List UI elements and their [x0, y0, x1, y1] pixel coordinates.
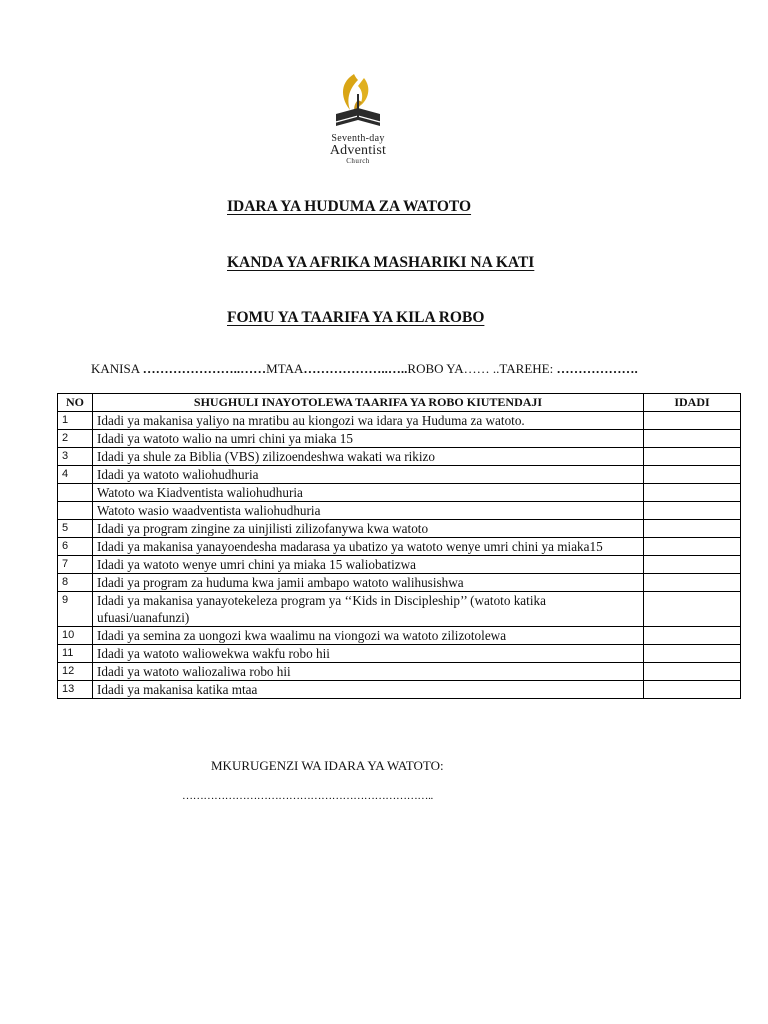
row-number — [58, 502, 93, 520]
header-fill-line — [91, 361, 638, 377]
robo-field[interactable]: …… .. — [463, 361, 500, 376]
row-activity: Idadi ya makanisa yanayotekeleza program ya ‘‘Kids in Discipleship’’ (watoto katika ufuasi/uanafunzi) — [93, 592, 644, 627]
row-number: 4 — [58, 466, 93, 484]
flame-bible-icon — [328, 70, 388, 132]
row-number: 11 — [58, 645, 93, 663]
row-count-input[interactable] — [644, 592, 741, 627]
mtaa-field[interactable]: ………………..….. — [303, 361, 408, 376]
row-number: 9 — [58, 592, 93, 627]
row-activity: Idadi ya shule za Biblia (VBS) zilizoendeshwa wakati wa rikizo — [93, 448, 644, 466]
activity-table — [57, 393, 741, 699]
row-count-input[interactable] — [644, 574, 741, 592]
row-number: 12 — [58, 663, 93, 681]
church-logo — [312, 70, 404, 165]
table-row — [58, 412, 741, 430]
tarehe-label: TAREHE: — [499, 361, 554, 376]
logo-line-2: Adventist — [329, 143, 387, 158]
row-count-input[interactable] — [644, 502, 741, 520]
row-number: 6 — [58, 538, 93, 556]
row-activity: Watoto wa Kiadventista waliohudhuria — [93, 484, 644, 502]
row-activity: Idadi ya semina za uongozi kwa waalimu na viongozi wa watoto zilizotolewa — [93, 627, 644, 645]
header-no: NO — [58, 394, 93, 412]
row-activity: Idadi ya makanisa katika mtaa — [93, 681, 644, 699]
table-row — [58, 681, 741, 699]
row-count-input[interactable] — [644, 663, 741, 681]
row-activity: Idadi ya watoto wenye umri chini ya miaka 15 waliobatizwa — [93, 556, 644, 574]
row-count-input[interactable] — [644, 520, 741, 538]
row-count-input[interactable] — [644, 466, 741, 484]
row-activity: Idadi ya watoto waliohudhuria — [93, 466, 644, 484]
row-count-input[interactable] — [644, 538, 741, 556]
logo-line-1: Seventh-day — [331, 133, 385, 144]
row-number — [58, 484, 93, 502]
row-activity: Watoto wasio waadventista waliohudhuria — [93, 502, 644, 520]
tarehe-field[interactable]: ………………. — [556, 361, 638, 376]
row-count-input[interactable] — [644, 412, 741, 430]
row-activity: Idadi ya watoto walio na umri chini ya miaka 15 — [93, 430, 644, 448]
header-count: IDADI — [644, 394, 741, 412]
table-row — [58, 556, 741, 574]
table-row — [58, 663, 741, 681]
table-row — [58, 592, 741, 627]
row-count-input[interactable] — [644, 484, 741, 502]
table-row — [58, 430, 741, 448]
table-row — [58, 466, 741, 484]
row-count-input[interactable] — [644, 448, 741, 466]
kanisa-label: KANISA — [91, 361, 140, 376]
robo-label: ROBO YA — [407, 361, 464, 376]
row-activity: Idadi ya makanisa yaliyo na mratibu au kiongozi wa idara ya Huduma za watoto. — [93, 412, 644, 430]
director-signature-field[interactable]: …………………………………………………………….. — [182, 790, 434, 802]
row-number: 10 — [58, 627, 93, 645]
region-heading: KANDA YA AFRIKA MASHARIKI NA KATI — [227, 254, 535, 271]
row-number: 3 — [58, 448, 93, 466]
row-number: 5 — [58, 520, 93, 538]
row-count-input[interactable] — [644, 430, 741, 448]
director-label: MKURUGENZI WA IDARA YA WATOTO: — [211, 758, 444, 773]
table-row — [58, 448, 741, 466]
row-number: 2 — [58, 430, 93, 448]
row-activity: Idadi ya watoto waliozaliwa robo hii — [93, 663, 644, 681]
table-row — [58, 645, 741, 663]
logo-line-3: Church — [346, 157, 370, 165]
form-title: FOMU YA TAARIFA YA KILA ROBO — [227, 309, 485, 326]
row-number: 7 — [58, 556, 93, 574]
row-activity: Idadi ya makanisa yanayoendesha madarasa ya ubatizo ya watoto wenye umri chini ya miaka15 — [93, 538, 644, 556]
table-row — [58, 520, 741, 538]
row-activity: Idadi ya watoto waliowekwa wakfu robo hii — [93, 645, 644, 663]
row-count-input[interactable] — [644, 556, 741, 574]
header-activity: SHUGHULI INAYOTOLEWA TAARIFA YA ROBO KIUTENDAJI — [93, 394, 644, 412]
table-row — [58, 627, 741, 645]
department-heading: IDARA YA HUDUMA ZA WATOTO — [227, 198, 472, 215]
row-activity: Idadi ya program za huduma kwa jamii ambapo watoto walihusishwa — [93, 574, 644, 592]
mtaa-label: MTAA — [266, 361, 304, 376]
table-header-row — [58, 394, 741, 412]
row-count-input[interactable] — [644, 645, 741, 663]
row-number: 8 — [58, 574, 93, 592]
table-row — [58, 502, 741, 520]
row-number: 13 — [58, 681, 93, 699]
kanisa-field[interactable]: …………………..…… — [142, 361, 267, 376]
row-activity: Idadi ya program zingine za uinjilisti zilizofanywa kwa watoto — [93, 520, 644, 538]
table-row — [58, 484, 741, 502]
table-row — [58, 538, 741, 556]
row-number: 1 — [58, 412, 93, 430]
table-row — [58, 574, 741, 592]
row-count-input[interactable] — [644, 627, 741, 645]
row-count-input[interactable] — [644, 681, 741, 699]
